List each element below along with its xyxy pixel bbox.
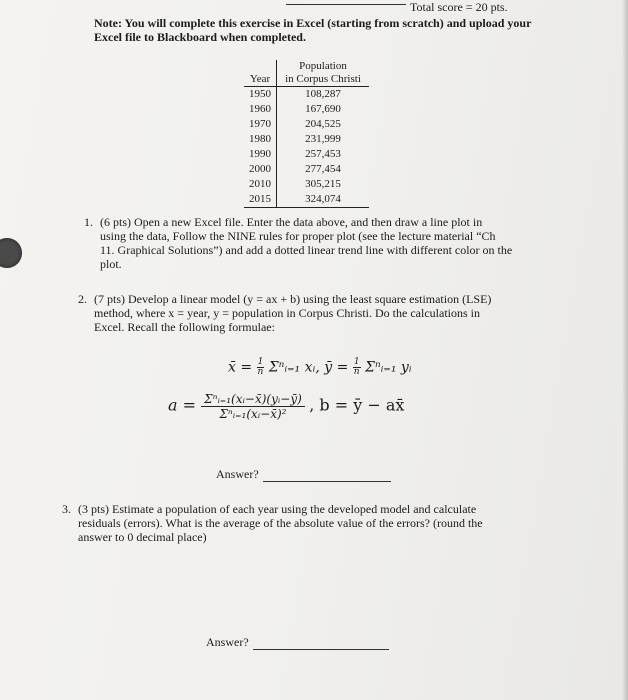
col-header-pop-line2: in Corpus Christi <box>285 73 361 85</box>
note-text: Note: You will complete this exercise in Excel (starting from scratch) and upload your Excel file to Blackboard when completed. <box>94 16 532 44</box>
table-row <box>244 87 369 103</box>
table-row <box>244 147 369 162</box>
total-score: Total score = 20 pts. <box>410 0 508 14</box>
cell-year: 1980 <box>244 132 277 147</box>
frac-den: n <box>257 367 264 377</box>
table-row <box>244 132 369 147</box>
q3-number: 3. <box>62 502 71 516</box>
cell-year: 1990 <box>244 147 277 162</box>
q2-answer <box>216 466 391 482</box>
cell-pop: 277,454 <box>305 163 341 175</box>
q1-number: 1. <box>84 215 93 229</box>
cell-year: 2010 <box>244 177 277 192</box>
q1-text-a: (6 pts) Open a new Excel file. Enter the data above, and then draw a line plot in <box>100 215 483 229</box>
sum-x: Σⁿᵢ₌₁ xᵢ, <box>268 359 320 376</box>
frac-num: 1 <box>257 357 264 367</box>
question-1 <box>84 215 544 271</box>
sum-y: Σⁿᵢ₌₁ yᵢ <box>365 359 412 376</box>
b-formula: , b = ȳ − ax̄ <box>309 395 405 415</box>
q3-text-c: answer to 0 decimal place) <box>78 530 207 544</box>
q3-answer <box>206 634 389 650</box>
a-denominator: Σⁿᵢ₌₁(xᵢ−x̄)² <box>219 407 287 421</box>
table-row <box>244 192 369 208</box>
mean-y-label: ȳ = <box>324 359 353 376</box>
q3-answer-label: Answer? <box>206 635 249 649</box>
q2-answer-field[interactable] <box>263 466 391 482</box>
cell-pop: 231,999 <box>305 133 341 145</box>
q1-text-c: 11. Graphical Solutions”) and add a dotted linear trend line with different color on the <box>100 243 513 257</box>
mean-x-label: x̄ = <box>228 359 257 376</box>
cell-year: 2000 <box>244 162 277 177</box>
cell-year: 1950 <box>244 87 277 103</box>
q3-answer-field[interactable] <box>253 634 389 650</box>
frac-num: 1 <box>353 357 360 367</box>
cell-year: 2015 <box>244 192 277 208</box>
binder-hole <box>0 238 22 268</box>
one-over-n-x <box>257 358 265 377</box>
q3-text-a: (3 pts) Estimate a population of each year using the developed model and calculate <box>78 502 477 516</box>
table-row <box>244 117 369 132</box>
table-row <box>244 162 369 177</box>
col-header-pop-line1: Population <box>299 60 347 72</box>
cell-pop: 324,074 <box>277 192 370 208</box>
cell-year: 1970 <box>244 117 277 132</box>
q2-text-b: method, where x = year, y = population in Corpus Christi. Do the calculations in <box>94 306 480 320</box>
cell-year: 1960 <box>244 102 277 117</box>
one-over-n-y <box>353 358 361 377</box>
cell-pop: 108,287 <box>305 88 341 100</box>
a-label: a = <box>168 395 202 415</box>
q3-text-b: residuals (errors). What is the average of the absolute value of the errors? (round the <box>78 516 483 530</box>
q1-text-d: plot. <box>100 257 122 271</box>
question-3 <box>62 502 542 544</box>
q1-text-b: using the data, Follow the NINE rules for proper plot (see the lecture material “Ch <box>100 229 496 243</box>
page-edge-shadow <box>622 0 628 700</box>
cell-pop: 257,453 <box>305 148 341 160</box>
question-2 <box>78 292 538 334</box>
col-header-year: Year <box>244 60 277 87</box>
q2-text-c: Excel. Recall the following formulae: <box>94 320 275 334</box>
slope-formula <box>168 392 404 421</box>
a-fraction <box>201 392 305 421</box>
score-rule <box>286 4 406 5</box>
cell-pop: 204,525 <box>305 118 341 130</box>
col-header-population <box>277 60 370 87</box>
q2-text-a: (7 pts) Develop a linear model (y = ax + b) using the least square estimation (LSE) <box>94 292 492 306</box>
table-row <box>244 177 369 192</box>
frac-den: n <box>353 367 360 377</box>
cell-pop: 305,215 <box>305 178 341 190</box>
table-row <box>244 102 369 117</box>
cell-pop: 167,690 <box>305 103 341 115</box>
population-table <box>244 60 369 208</box>
mean-formula <box>228 358 412 377</box>
a-numerator: Σⁿᵢ₌₁(xᵢ−x̄)(yᵢ−ȳ) <box>201 392 305 407</box>
q2-number: 2. <box>78 292 87 306</box>
q2-answer-label: Answer? <box>216 467 259 481</box>
